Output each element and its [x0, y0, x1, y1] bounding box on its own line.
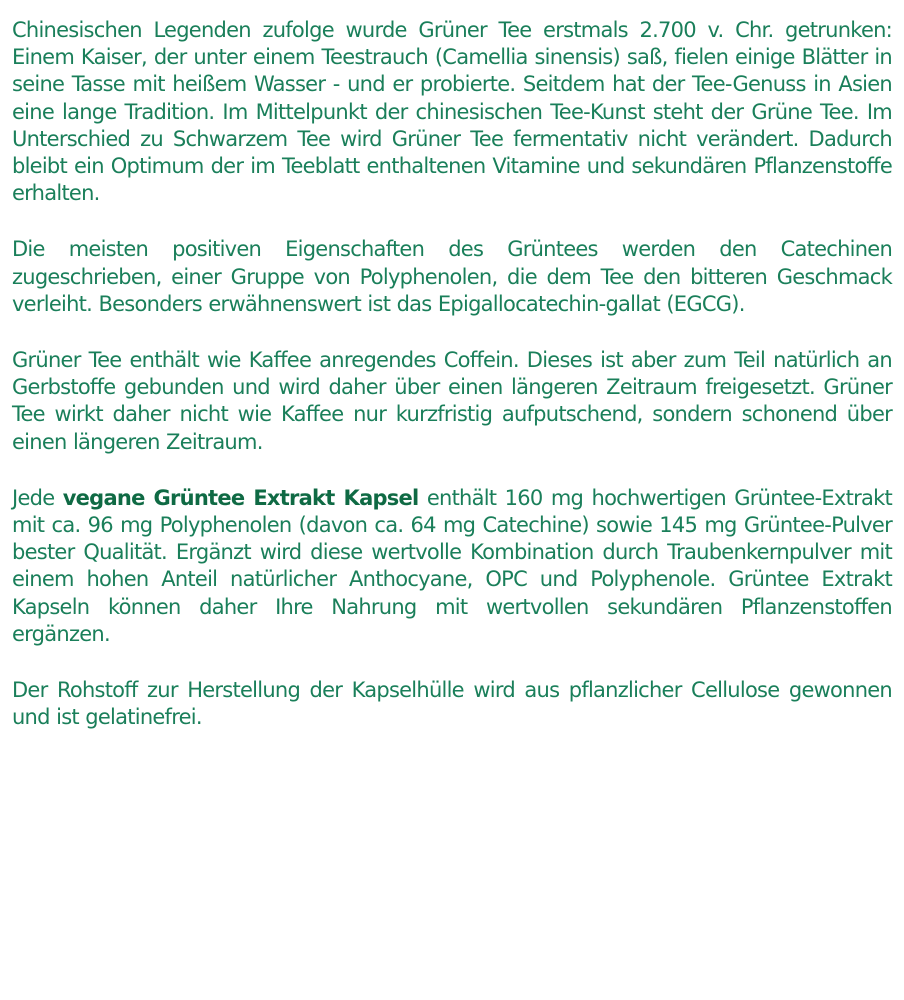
capsule-details: enthält 160 mg hochwertigen Grüntee-Extrakt mit ca. 96 mg Polyphenolen (davon ca. 64 mg Catechine) sowie 145 mg Grüntee-Pulver bester Qualität. Ergänzt wird diese wertvolle Kombination durch Traubenkernpulver mit einem hohen Anteil natürlicher Anthocyane, OPC und Polyphenole. Grüntee Extrakt Kapseln können daher Ihre Nahrung mit wertvollen sekundären Pflanzenstoffen ergänzen. [12, 485, 892, 646]
paragraph-catechins: Die meisten positiven Eigenschaften des Grüntees werden den Catechinen zugeschrieben, einer Gruppe von Polyphenolen, die dem Tee den bitteren Geschmack verleiht. Besonders erwähnenswert ist das Epigallocatechin-gallat (EGCG). [12, 237, 892, 316]
paragraph-capsule [12, 485, 892, 648]
product-name: vegane Grüntee Extrakt Kapsel [62, 485, 419, 510]
paragraph-legend: Chinesischen Legenden zufolge wurde Grüner Tee erstmals 2.700 v. Chr. getrunken: Einem Kaiser, der unter einem Teestrauch (Camellia sinensis) saß, fielen einige Blätter in seine Tasse mit heißem Wasser - und er probierte. Seitdem hat der Tee-Genuss in Asien eine lange Tradition. Im Mittelpunkt der chinesischen Tee-Kunst steht der Grüne Tee. Im Unterschied zu Schwarzem Tee wird Grüner Tee fermentativ nicht verändert. Dadurch bleibt ein Optimum der im Teeblatt enthaltenen Vitamine und sekundären Pflanzenstoffe erhalten. [12, 18, 892, 206]
paragraph-cellulose: Der Rohstoff zur Herstellung der Kapselhülle wird aus pflanzlicher Cellulose gewonnen und ist gelatinefrei. [12, 678, 892, 730]
capsule-prefix: Jede [12, 485, 63, 510]
paragraph-caffeine: Grüner Tee enthält wie Kaffee anregendes Coffein. Dieses ist aber zum Teil natürlich an Gerbstoffe gebunden und wird daher über einen längeren Zeitraum freigesetzt. Grüner Tee wirkt daher nicht wie Kaffee nur kurzfristig aufputschend, sondern schonend über einen längeren Zeitraum. [12, 348, 892, 454]
